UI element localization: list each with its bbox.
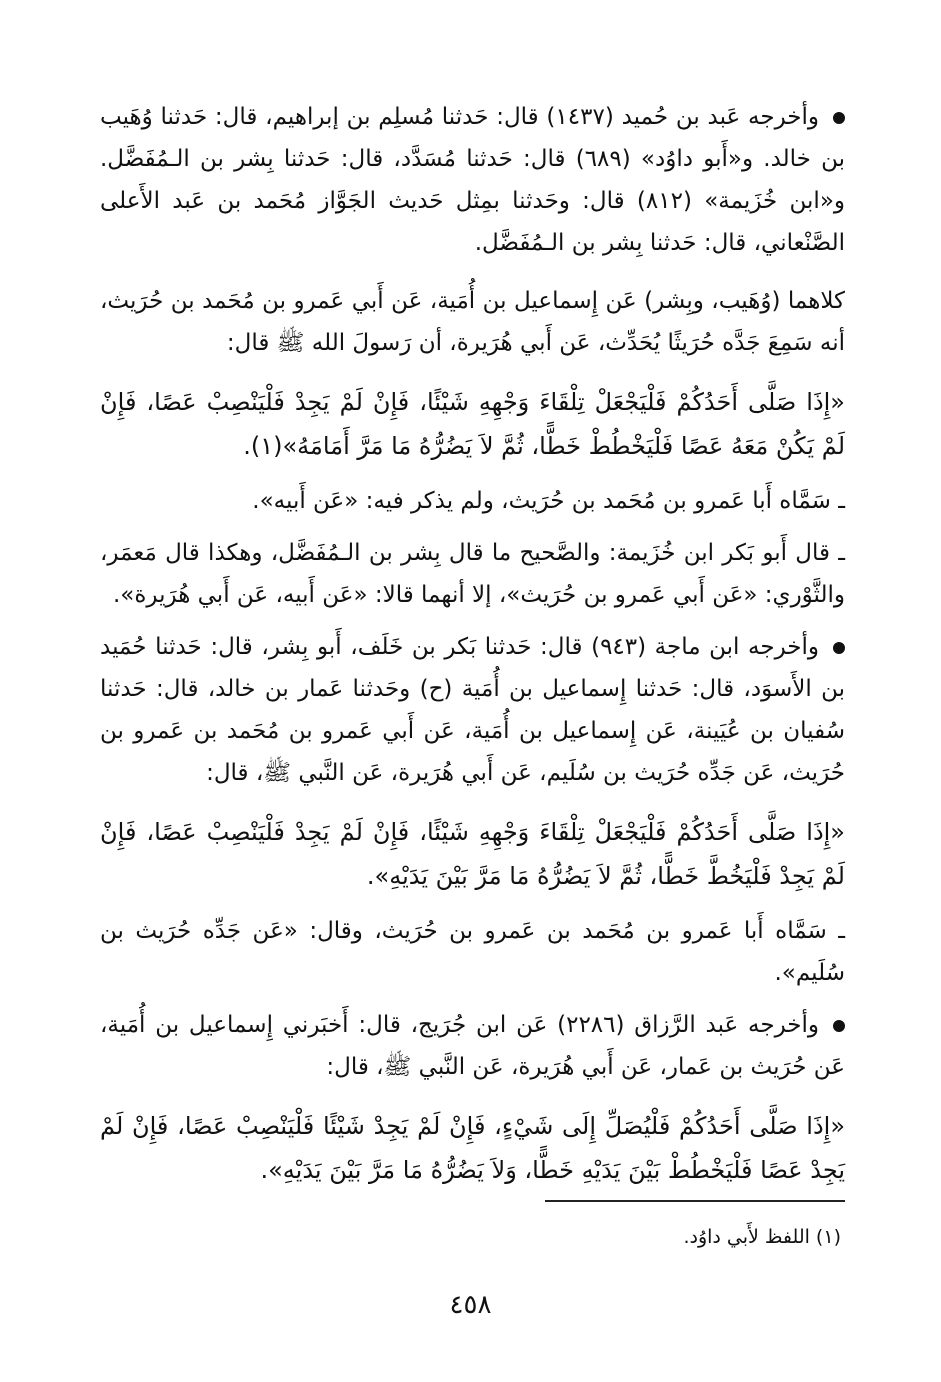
paragraph-text: «إِذَا صَلَّى أَحَدُكُمْ فَلْيَجْعَلْ تِلْقَاءَ وَجْهِهِ شَيْئًا، فَإِنْ لَمْ يَجِدْ فَلْيَنْصِبْ عَصًا، فَإِنْ لَمْ يَجِدْ فَلْيَخُطَّ خَطًّا، ثُمَّ لاَ يَضُرُّهُ مَا مَرَّ بَيْنَ يَدَيْهِ». (100, 818, 845, 890)
paragraph-takhrij-abd-bin-humaid (100, 96, 845, 264)
paragraph-takhrij-ibn-majah (100, 626, 845, 794)
commentary-note (100, 910, 845, 994)
hadith-text (100, 380, 845, 468)
paragraph-text: ـ قال أَبو بَكر ابن خُزَيمة: والصَّحيح ما قال بِشر بن الـمُفَضَّل، وهكذا قال مَعمَر، والثَّوْري: «عَن أَبي عَمرو بن حُرَيث»، إلا أنهما قالا: «عَن أَبيه، عَن أَبي هُرَيرة». (100, 540, 845, 608)
paragraph-text: «إِذَا صَلَّى أَحَدُكُمْ فَلْيُصَلِّ إِلَى شَيْءٍ، فَإِنْ لَمْ يَجِدْ شَيْئًا فَلْيَنْصِبْ عَصًا، فَإِنْ لَمْ يَجِدْ عَصًا فَلْيَخْطُطْ بَيْنَ يَدَيْهِ خَطًّا، وَلاَ يَضُرُّهُ مَا مَرَّ بَيْنَ يَدَيْهِ». (100, 1112, 845, 1184)
paragraph-isnad (100, 280, 845, 364)
hadith-text (100, 810, 845, 898)
paragraph-text: كلاهما (وُهَيب، وبِشر) عَن إِسماعيل بن أُمَية، عَن أَبي عَمرو بن مُحَمد بن حُرَيث، أنه سَمِعَ جَدَّه حُرَيثًا يُحَدِّث، عَن أَبي هُرَيرة، أن رَسولَ الله ﷺ قال: (100, 288, 845, 356)
bullet-icon (833, 1020, 845, 1032)
paragraph-text: «إِذَا صَلَّى أَحَدُكُمْ فَلْيَجْعَلْ تِلْقَاءَ وَجْهِهِ شَيْئًا، فَإِنْ لَمْ يَجِدْ فَلْيَنْصِبْ عَصًا، فَإِنْ لَمْ يَكُنْ مَعَهُ عَصًا فَلْيَخْطُطْ خَطًّا، ثُمَّ لاَ يَضُرُّهُ مَا مَرَّ أَمَامَهُ»(١). (100, 388, 845, 460)
bullet-icon (833, 642, 845, 654)
bullet-icon (833, 112, 845, 124)
hadith-text (100, 1104, 845, 1192)
paragraph-text: وأخرجه عَبد بن حُميد (١٤٣٧) قال: حَدثنا مُسلِم بن إبراهيم، قال: حَدثنا وُهَيب بن خالد. و«أَبو داوُد» (٦٨٩) قال: حَدثنا مُسَدَّد، قال: حَدثنا بِشر بن الـمُفَضَّل. و«ابن خُزَيمة» (٨١٢) قال: وحَدثنا بمِثل حَديث الجَوَّاز مُحَمد بن عَبد الأَعلى الصَّنْعاني، قال: حَدثنا بِشر بن الـمُفَضَّل. (100, 104, 845, 256)
commentary-note (100, 480, 845, 522)
footnote-divider (545, 1200, 845, 1202)
paragraph-text: وأخرجه عَبد الرَّزاق (٢٢٨٦) عَن ابن جُرَيج، قال: أَخبَرني إِسماعيل بن أُمَية، عَن حُرَيث بن عَمار، عَن أَبي هُرَيرة، عَن النَّبي ﷺ، قال: (100, 1012, 845, 1080)
paragraph-text: وأخرجه ابن ماجة (٩٤٣) قال: حَدثنا بَكر بن خَلَف، أَبو بِشر، قال: حَدثنا حُمَيد بن الأَسوَد، قال: حَدثنا إِسماعيل بن أُمَية (ح) وحَدثنا عَمار بن خالد، قال: حَدثنا سُفيان بن عُيَينة، عَن إِسماعيل بن أُمَية، عَن أَبي عَمرو بن مُحَمد بن عَمرو بن حُرَيث، عَن جَدِّه حُرَيث بن سُلَيم، عَن أَبي هُرَيرة، عَن النَّبي ﷺ، قال: (100, 634, 845, 786)
paragraph-takhrij-abd-al-razzaq (100, 1004, 845, 1088)
commentary-note (100, 532, 845, 616)
page-number: ٤٥٨ (449, 1290, 492, 1320)
footnote: (١) اللفظ لأَبي داوُد. (683, 1226, 841, 1248)
page-body (100, 96, 845, 1204)
paragraph-text: ـ سَمَّاه أَبا عَمرو بن مُحَمد بن حُرَيث، ولم يذكر فيه: «عَن أَبيه». (252, 488, 845, 514)
paragraph-text: ـ سَمَّاه أَبا عَمرو بن مُحَمد بن عَمرو بن حُرَيث، وقال: «عَن جَدِّه حُرَيث بن سُلَيم». (100, 918, 845, 986)
